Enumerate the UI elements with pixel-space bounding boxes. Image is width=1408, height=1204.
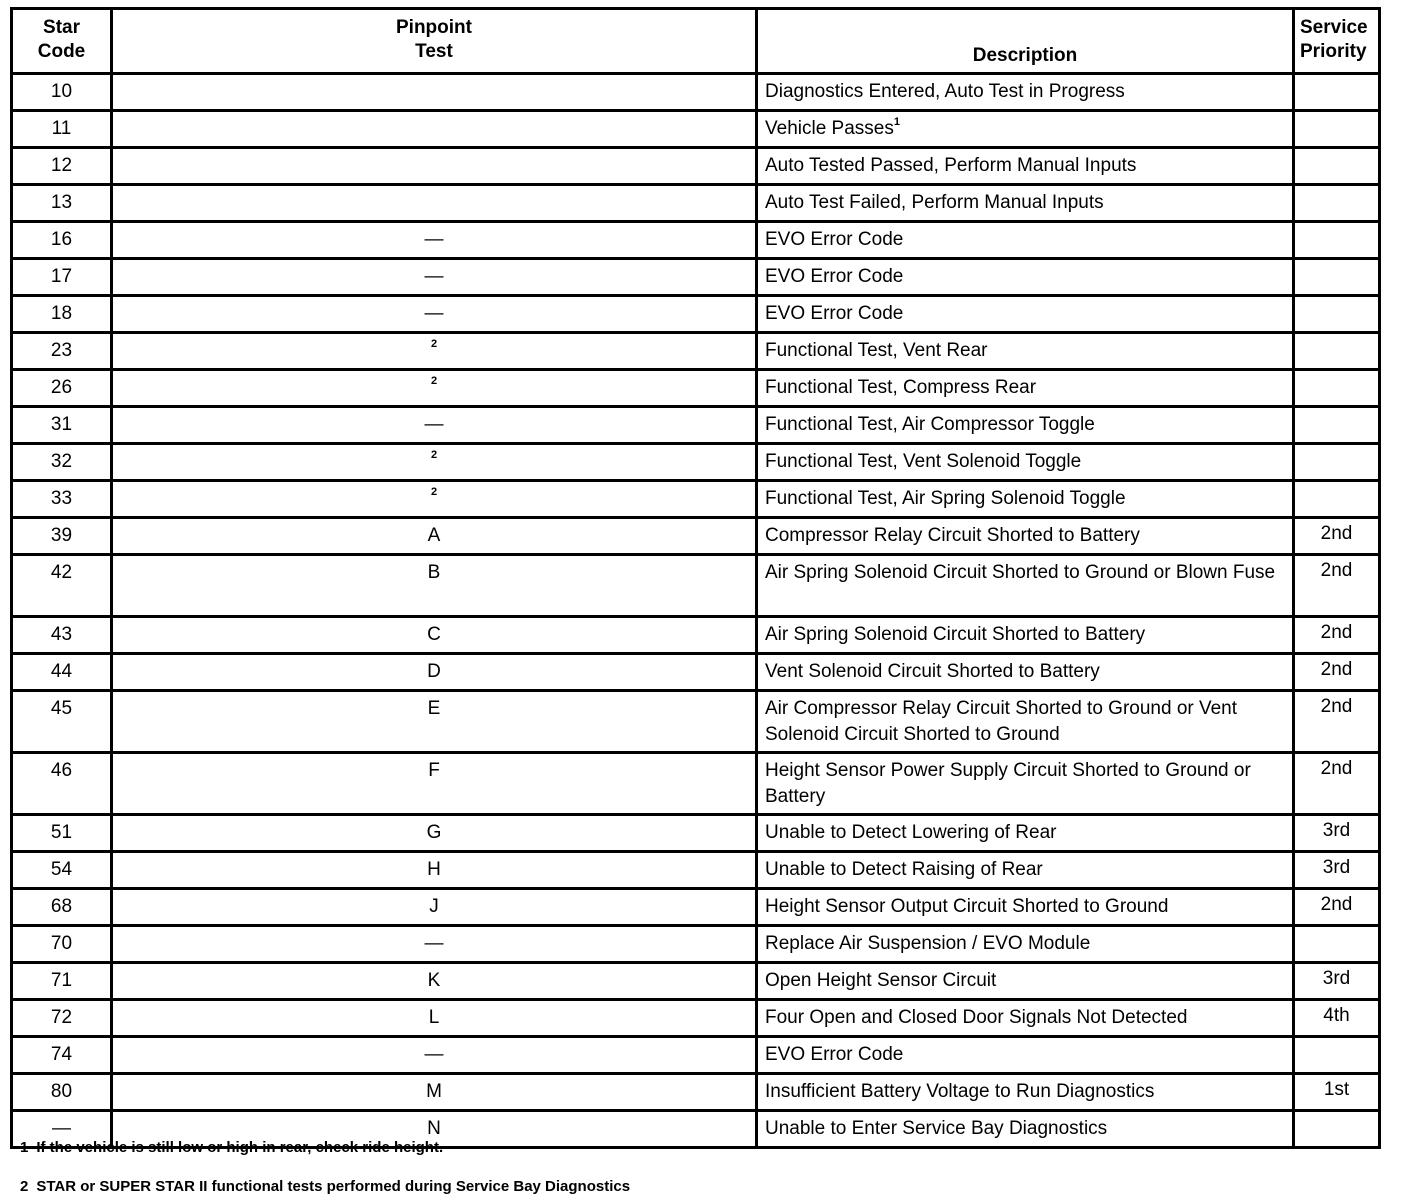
star-code-cell: 39 [12,518,112,555]
service-priority-cell [1294,1111,1380,1148]
description-text: Diagnostics Entered, Auto Test in Progress [765,81,1125,102]
description-cell [757,259,1294,296]
service-priority-cell: 3rd [1294,963,1380,1000]
description-cell [757,815,1294,852]
pinpoint-test-cell: K [112,963,757,1000]
description-cell [757,889,1294,926]
star-code-cell: 31 [12,407,112,444]
table-row [12,481,1380,518]
table-row [12,518,1380,555]
description-text: Open Height Sensor Circuit [765,970,997,991]
star-code-cell: 17 [12,259,112,296]
description-cell [757,296,1294,333]
description-cell [757,1111,1294,1148]
description-text: EVO Error Code [765,266,904,287]
description-text: EVO Error Code [765,1044,904,1065]
service-priority-cell [1294,296,1380,333]
description-text: Insufficient Battery Voltage to Run Diagnostics [765,1081,1155,1102]
star-code-cell: 46 [12,753,112,815]
service-priority-header [1294,9,1380,74]
pinpoint-test-cell [112,444,757,481]
pinpoint-test-cell: — [112,1037,757,1074]
pinpoint-test-cell [112,333,757,370]
star-code-cell: 44 [12,654,112,691]
description-header: Description [757,9,1294,74]
service-priority-cell: 2nd [1294,889,1380,926]
pinpoint-test-cell: L [112,1000,757,1037]
description-cell [757,185,1294,222]
table-row [12,296,1380,333]
description-cell [757,555,1294,617]
description-cell [757,617,1294,654]
table-row [12,926,1380,963]
star-code-header [12,9,112,74]
pinpoint-test-header-line1: Pinpoint [396,17,472,38]
description-text: Unable to Detect Lowering of Rear [765,822,1057,843]
pinpoint-test-cell [112,185,757,222]
pinpoint-test-cell: E [112,691,757,753]
table-row [12,1037,1380,1074]
description-cell [757,148,1294,185]
description-cell [757,370,1294,407]
star-code-cell: 70 [12,926,112,963]
pinpoint-test-cell [112,111,757,148]
service-priority-cell [1294,259,1380,296]
description-text: Four Open and Closed Door Signals Not Detected [765,1007,1188,1028]
footnote-text: If the vehicle is still low or high in rear, check ride height. [36,1139,444,1156]
pinpoint-test-header [112,9,757,74]
pinpoint-test-cell: M [112,1074,757,1111]
star-code-cell: 10 [12,74,112,111]
table-row [12,111,1380,148]
description-text: Height Sensor Output Circuit Shorted to Ground [765,896,1169,917]
footnote-number: 1 [20,1139,29,1156]
description-cell [757,963,1294,1000]
service-priority-cell: 2nd [1294,691,1380,753]
table-row [12,1074,1380,1111]
pinpoint-test-cell: D [112,654,757,691]
description-text: Vent Solenoid Circuit Shorted to Battery [765,661,1100,682]
table-row [12,753,1380,815]
pinpoint-test-cell [112,481,757,518]
table-row [12,617,1380,654]
pinpoint-test-cell: — [112,259,757,296]
pinpoint-test-header-line2: Test [415,41,453,62]
star-code-cell: 42 [12,555,112,617]
description-text: Unable to Enter Service Bay Diagnostics [765,1118,1108,1139]
service-priority-cell [1294,1037,1380,1074]
service-priority-header-line1: Service [1300,17,1368,38]
footnote-text: STAR or SUPER STAR II functional tests performed during Service Bay Diagnostics [36,1178,631,1195]
description-text: Air Compressor Relay Circuit Shorted to Ground or Vent Solenoid Circuit Shorted to Ground [765,698,1238,745]
description-text: Air Spring Solenoid Circuit Shorted to Ground or Blown Fuse [765,562,1276,583]
description-cell [757,444,1294,481]
star-code-cell: 26 [12,370,112,407]
service-priority-cell [1294,148,1380,185]
description-cell [757,481,1294,518]
table-row [12,185,1380,222]
service-priority-cell [1294,407,1380,444]
description-text: Unable to Detect Raising of Rear [765,859,1043,880]
star-code-cell: 32 [12,444,112,481]
star-code-cell: 45 [12,691,112,753]
pinpoint-test-cell: G [112,815,757,852]
star-code-header-line1: Star [43,17,80,38]
table-row [12,407,1380,444]
description-cell [757,333,1294,370]
service-priority-cell: 2nd [1294,518,1380,555]
table-row [12,148,1380,185]
description-text: Height Sensor Power Supply Circuit Shorted to Ground or Battery [765,760,1251,807]
service-priority-cell: 2nd [1294,654,1380,691]
footnote-ref-2: 2 [430,449,438,461]
star-code-cell: 12 [12,148,112,185]
table-row [12,963,1380,1000]
table-row [12,259,1380,296]
description-cell [757,852,1294,889]
pinpoint-test-cell: J [112,889,757,926]
diagnostic-code-table [10,7,1381,1149]
table-row [12,444,1380,481]
service-priority-cell: 3rd [1294,852,1380,889]
star-code-cell: 33 [12,481,112,518]
description-text: Air Spring Solenoid Circuit Shorted to Battery [765,624,1146,645]
footnote-ref-1: 1 [893,116,900,128]
description-text: Replace Air Suspension / EVO Module [765,933,1091,954]
description-text: Auto Tested Passed, Perform Manual Inputs [765,155,1137,176]
service-priority-cell: 4th [1294,1000,1380,1037]
table-row [12,889,1380,926]
description-cell [757,926,1294,963]
description-cell [757,654,1294,691]
footnote-ref-2: 2 [430,375,438,387]
pinpoint-test-cell: — [112,926,757,963]
service-priority-cell [1294,333,1380,370]
description-text: EVO Error Code [765,303,904,324]
table-row [12,654,1380,691]
description-cell [757,753,1294,815]
service-priority-cell [1294,481,1380,518]
description-cell [757,1074,1294,1111]
service-priority-cell [1294,370,1380,407]
description-cell [757,518,1294,555]
star-code-cell: 16 [12,222,112,259]
star-code-cell: 80 [12,1074,112,1111]
description-cell [757,222,1294,259]
service-priority-header-line2: Priority [1300,41,1367,62]
pinpoint-test-cell: — [112,296,757,333]
description-text: Functional Test, Air Compressor Toggle [765,414,1095,435]
description-text: Functional Test, Vent Solenoid Toggle [765,451,1082,472]
service-priority-cell [1294,926,1380,963]
service-priority-cell [1294,74,1380,111]
description-text: Functional Test, Vent Rear [765,340,988,361]
service-priority-cell: 2nd [1294,617,1380,654]
star-code-header-line2: Code [37,41,86,62]
description-text: Compressor Relay Circuit Shorted to Battery [765,525,1140,546]
footnote-number: 2 [20,1178,29,1195]
description-cell [757,407,1294,444]
star-code-cell: 11 [12,111,112,148]
service-priority-cell [1294,111,1380,148]
star-code-cell: 74 [12,1037,112,1074]
pinpoint-test-cell [112,74,757,111]
pinpoint-test-cell: B [112,555,757,617]
footnote-ref-2: 2 [430,338,438,350]
footnote-ref-2: 2 [430,486,438,498]
pinpoint-test-cell: — [112,407,757,444]
table-row [12,691,1380,753]
star-code-cell: 54 [12,852,112,889]
star-code-cell: 18 [12,296,112,333]
description-text: Auto Test Failed, Perform Manual Inputs [765,192,1104,213]
description-text: Functional Test, Compress Rear [765,377,1037,398]
footnote-1 [20,1138,630,1158]
pinpoint-test-cell: F [112,753,757,815]
service-priority-cell: 3rd [1294,815,1380,852]
description-cell [757,74,1294,111]
description-text: Vehicle Passes [765,118,894,139]
pinpoint-test-cell: A [112,518,757,555]
star-code-cell: 72 [12,1000,112,1037]
table-row [12,1000,1380,1037]
service-priority-cell [1294,444,1380,481]
star-code-cell: 68 [12,889,112,926]
service-priority-cell: 2nd [1294,555,1380,617]
star-code-cell: 23 [12,333,112,370]
service-priority-cell: 2nd [1294,753,1380,815]
table-body [12,74,1380,1148]
pinpoint-test-cell: C [112,617,757,654]
table-header-row [12,9,1380,74]
service-priority-cell [1294,185,1380,222]
table-row [12,74,1380,111]
pinpoint-test-cell: H [112,852,757,889]
pinpoint-test-cell: N [112,1111,757,1148]
star-code-cell: 71 [12,963,112,1000]
star-code-cell: — [12,1111,112,1148]
table-row [12,815,1380,852]
star-code-cell: 43 [12,617,112,654]
description-text: Functional Test, Air Spring Solenoid Toggle [765,488,1126,509]
description-text: EVO Error Code [765,229,904,250]
table-row [12,222,1380,259]
table-row [12,555,1380,617]
description-cell [757,111,1294,148]
table-row [12,852,1380,889]
table-row [12,370,1380,407]
footnote-2 [20,1177,630,1197]
service-priority-cell: 1st [1294,1074,1380,1111]
pinpoint-test-cell [112,370,757,407]
description-cell [757,1037,1294,1074]
star-code-cell: 51 [12,815,112,852]
star-code-cell: 13 [12,185,112,222]
service-priority-cell [1294,222,1380,259]
diagnostic-code-table-container [10,7,1378,1149]
description-cell [757,1000,1294,1037]
pinpoint-test-cell: — [112,222,757,259]
pinpoint-test-cell [112,148,757,185]
footnotes [20,1138,630,1197]
table-row [12,333,1380,370]
description-cell [757,691,1294,753]
